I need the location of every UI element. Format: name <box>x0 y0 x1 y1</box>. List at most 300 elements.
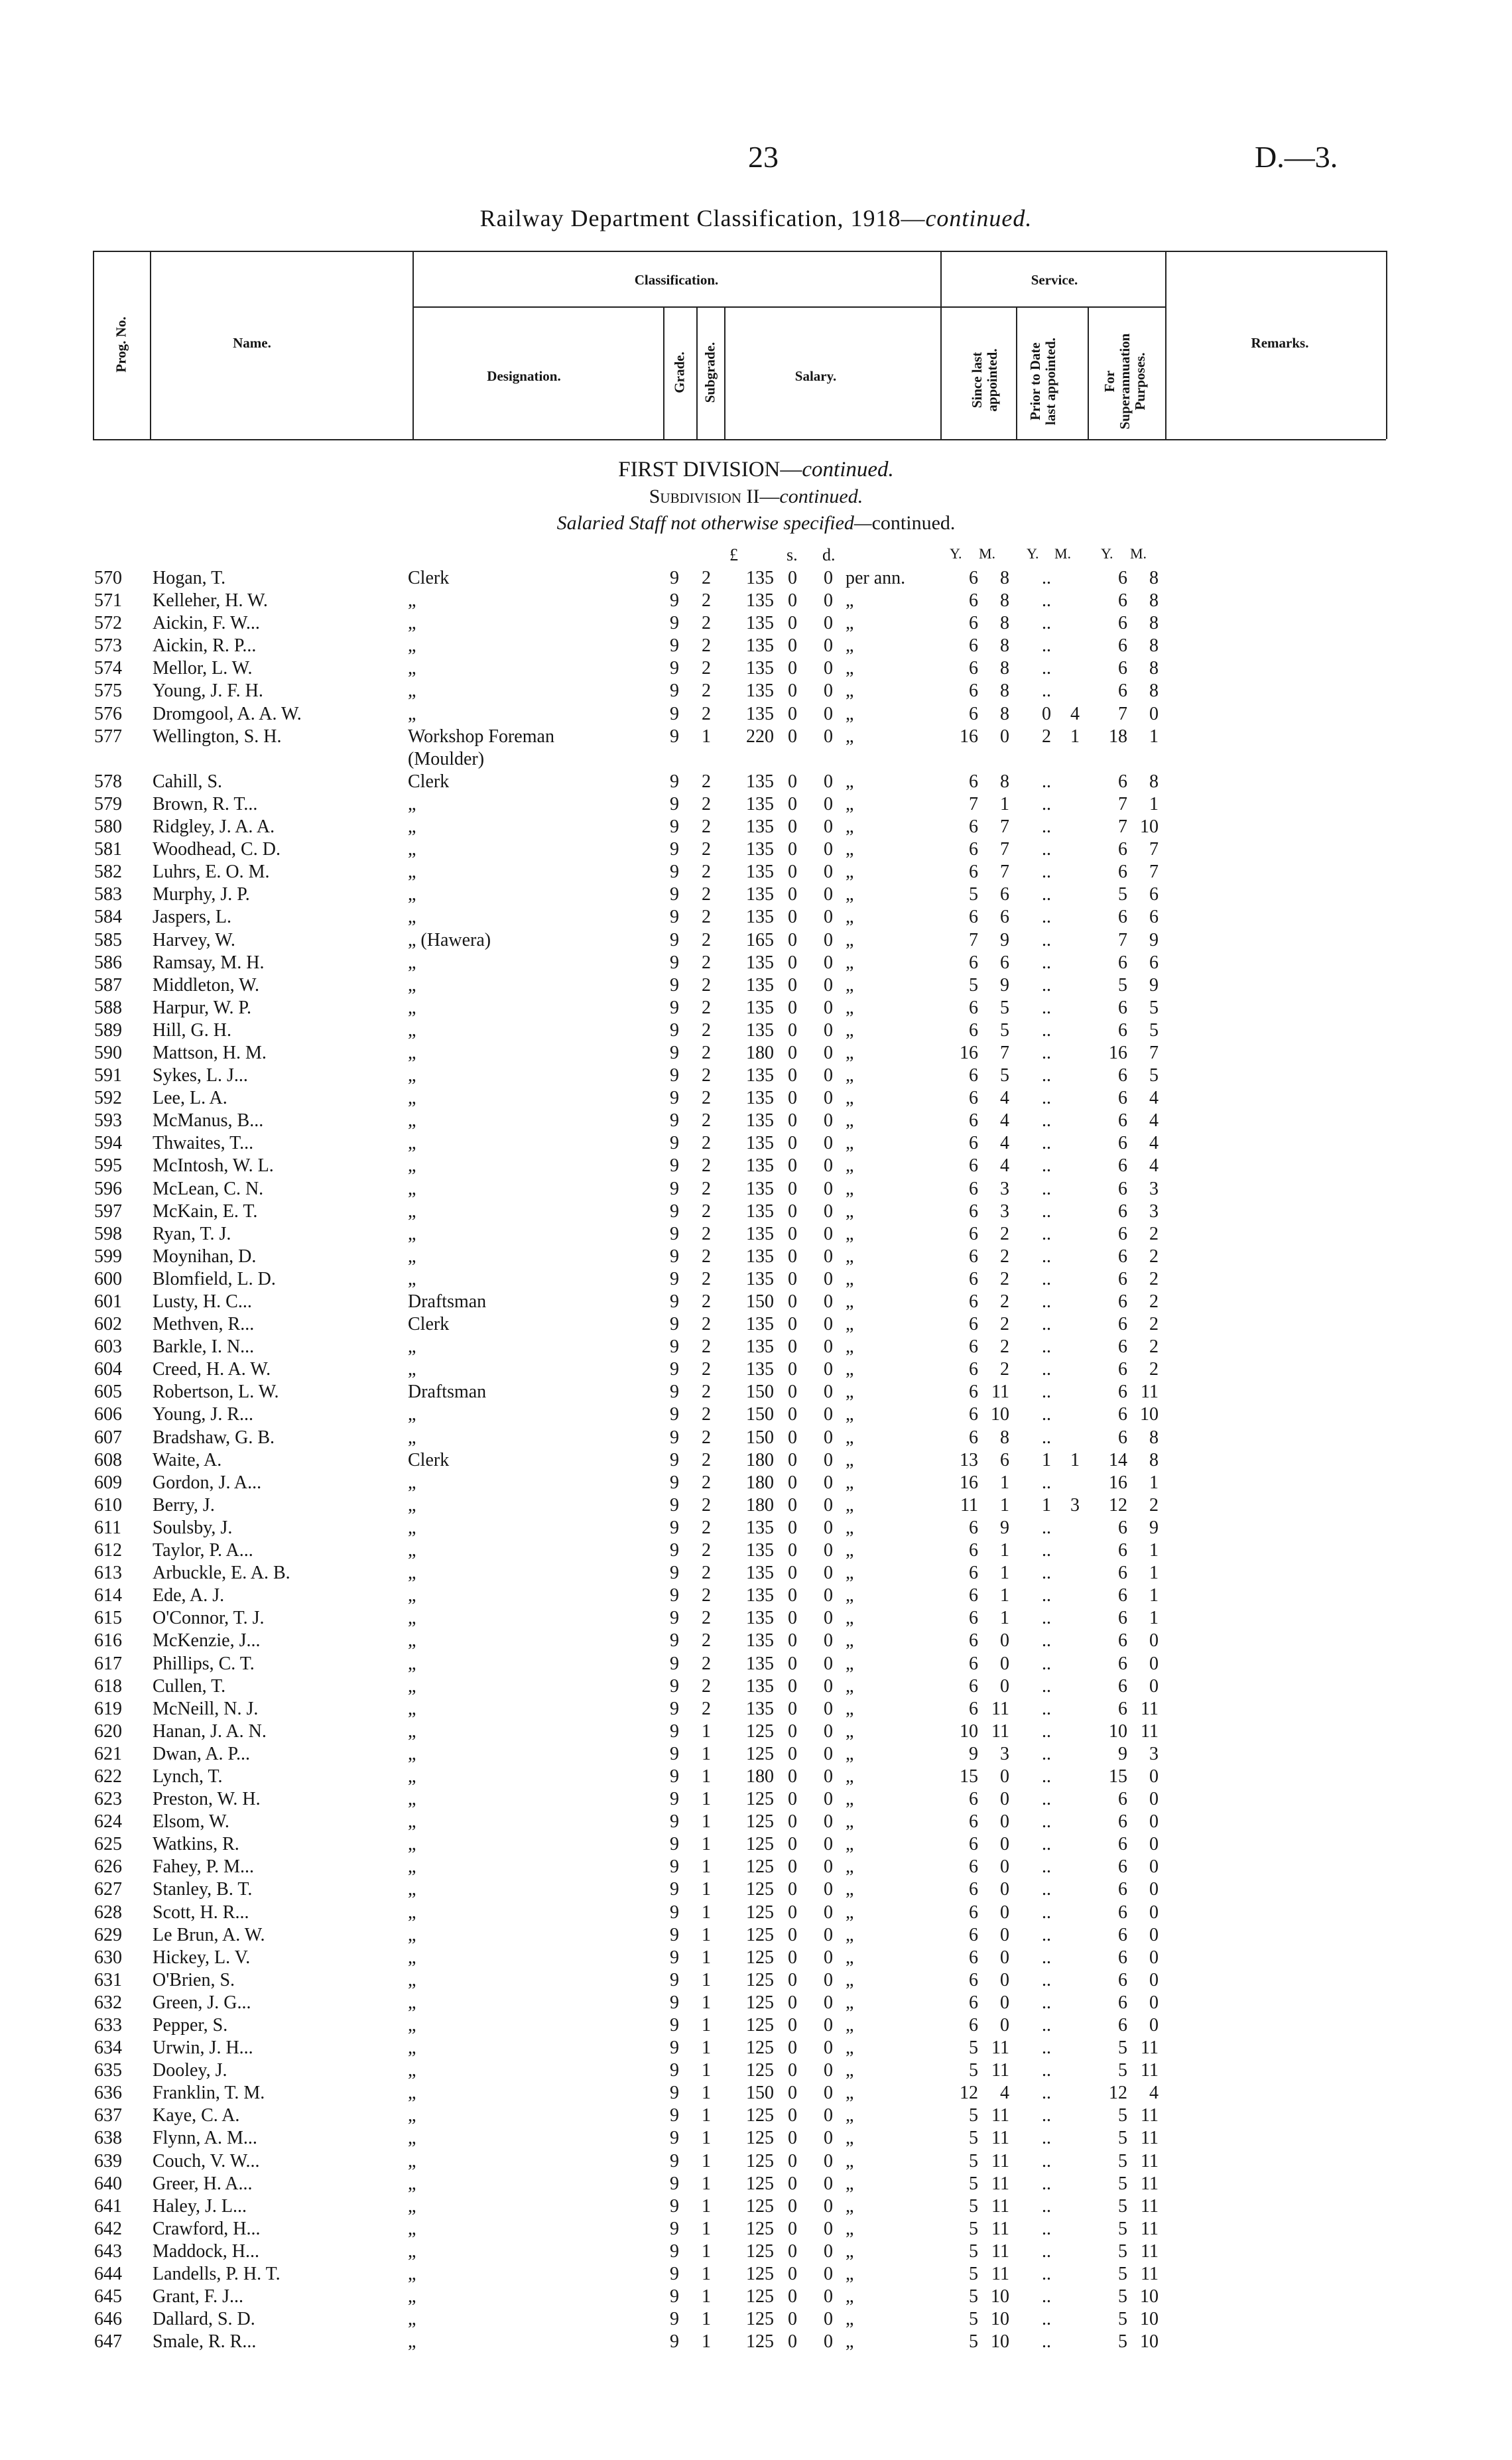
grade: 9 <box>670 2309 679 2330</box>
salary-pence: 0 <box>824 658 833 679</box>
prog-no: 622 <box>94 1766 122 1787</box>
prior-years: .. <box>1042 635 1051 657</box>
prog-no: 633 <box>94 2015 122 2036</box>
staff-name: Cullen, T. <box>153 1675 226 1697</box>
super-years: 6 <box>1118 1811 1127 1833</box>
since-years: 6 <box>969 1608 978 1629</box>
prior-years: .. <box>1042 658 1051 679</box>
prior-years: .. <box>1042 2264 1051 2285</box>
salary-shillings: 0 <box>788 1019 797 1041</box>
since-months: 10 <box>991 2331 1009 2353</box>
salary-pence: 0 <box>824 2286 833 2307</box>
staff-name: Grant, F. J... <box>153 2286 243 2307</box>
super-years: 6 <box>1118 907 1127 928</box>
salary-shillings: 0 <box>788 1291 797 1312</box>
table-row <box>0 612 1512 635</box>
salary-pounds: 125 <box>746 2286 774 2307</box>
super-months: 6 <box>1149 907 1159 928</box>
since-months: 2 <box>1000 1314 1009 1335</box>
table-row <box>0 1313 1512 1336</box>
since-years: 6 <box>969 1019 978 1041</box>
prog-no: 640 <box>94 2173 122 2194</box>
subgrade: 2 <box>702 839 711 860</box>
since-months: 0 <box>1000 1879 1009 1900</box>
salary-period: „ <box>846 2038 854 2059</box>
super-months: 0 <box>1149 1789 1159 1810</box>
since-months: 11 <box>991 2038 1009 2059</box>
table-row <box>0 1291 1512 1313</box>
salary-period: „ <box>846 1789 854 1810</box>
staff-name: Young, J. R... <box>153 1404 253 1425</box>
salary-pence: 0 <box>824 2218 833 2239</box>
since-months: 8 <box>1000 680 1009 702</box>
super-years: 12 <box>1109 1494 1127 1516</box>
salary-period: „ <box>846 2060 854 2081</box>
super-years: 6 <box>1118 1608 1127 1629</box>
since-years: 6 <box>969 1879 978 1900</box>
salary-shillings: 0 <box>788 613 797 634</box>
grade: 9 <box>670 2331 679 2353</box>
table-row <box>0 1427 1512 1449</box>
salary-pounds: 180 <box>746 1494 774 1516</box>
salary-period: „ <box>846 793 854 814</box>
salary-shillings: 0 <box>788 2240 797 2262</box>
salary-shillings: 0 <box>788 590 797 612</box>
salary-pence: 0 <box>824 2173 833 2194</box>
prog-no: 593 <box>94 1110 122 1132</box>
subgrade: 2 <box>702 929 711 950</box>
table-row <box>0 590 1512 612</box>
super-months: 1 <box>1149 1540 1159 1561</box>
since-years: 5 <box>969 974 978 996</box>
super-years: 6 <box>1118 1246 1127 1267</box>
super-months: 7 <box>1149 862 1159 883</box>
salary-pence: 0 <box>824 635 833 657</box>
grade: 9 <box>670 1314 679 1335</box>
salary-pence: 0 <box>824 1675 833 1697</box>
grade: 9 <box>670 1924 679 1945</box>
grade: 9 <box>670 1879 679 1900</box>
header-service: Service. <box>1031 272 1078 288</box>
super-months: 0 <box>1149 1924 1159 1945</box>
salary-period: „ <box>846 816 854 838</box>
super-years: 15 <box>1109 1766 1127 1787</box>
grade: 9 <box>670 2240 679 2262</box>
staff-name: McKain, E. T. <box>153 1200 258 1222</box>
grade: 9 <box>670 793 679 814</box>
staff-name: Kaye, C. A. <box>153 2105 240 2126</box>
staff-name: Phillips, C. T. <box>153 1653 255 1674</box>
designation: „ <box>408 1879 416 1900</box>
subgrade: 2 <box>702 1382 711 1403</box>
salary-pence: 0 <box>824 1653 833 1674</box>
staff-name: Lee, L. A. <box>153 1088 227 1109</box>
super-years: 6 <box>1118 1427 1127 1448</box>
staff-name: Franklin, T. M. <box>153 2083 265 2104</box>
super-years: 6 <box>1118 862 1127 883</box>
header-mid-rule <box>412 306 1165 308</box>
since-months: 9 <box>1000 974 1009 996</box>
super-years: 6 <box>1118 1178 1127 1199</box>
prog-no: 608 <box>94 1449 122 1470</box>
document-reference: D.—3. <box>1255 140 1338 174</box>
since-months: 0 <box>1000 1789 1009 1810</box>
designation: „ <box>408 1178 416 1199</box>
subgrade: 2 <box>702 974 711 996</box>
section-division <box>0 458 1512 482</box>
super-years: 6 <box>1118 1856 1127 1878</box>
subgrade: 2 <box>702 1449 711 1470</box>
staff-name: Bradshaw, G. B. <box>153 1427 275 1448</box>
salary-period: „ <box>846 1585 854 1606</box>
salary-pounds: 125 <box>746 2173 774 2194</box>
designation: „ <box>408 2128 416 2149</box>
prog-no: 632 <box>94 1992 122 2013</box>
prior-years: .. <box>1042 2060 1051 2081</box>
prog-no: 588 <box>94 997 122 1018</box>
prior-years: .. <box>1042 1110 1051 1132</box>
super-years: 16 <box>1109 1042 1127 1063</box>
since-years: 5 <box>969 2286 978 2307</box>
salary-shillings: 0 <box>788 1042 797 1063</box>
subgrade: 1 <box>702 2060 711 2081</box>
prog-no: 637 <box>94 2105 122 2126</box>
salary-shillings: 0 <box>788 1879 797 1900</box>
since-years: 5 <box>969 2128 978 2149</box>
salary-shillings: 0 <box>788 1472 797 1493</box>
salary-pounds: 135 <box>746 839 774 860</box>
designation: „ <box>408 1472 416 1493</box>
prog-no: 647 <box>94 2331 122 2353</box>
super-months: 11 <box>1141 1720 1159 1742</box>
header-grade: Grade. <box>671 352 688 393</box>
super-months: 4 <box>1149 1110 1159 1132</box>
unit-months-prior: M. <box>1054 545 1072 562</box>
prog-no: 586 <box>94 952 122 973</box>
prior-years: .. <box>1042 1630 1051 1651</box>
salary-shillings: 0 <box>788 839 797 860</box>
prior-months: 1 <box>1070 1449 1080 1470</box>
salary-pence: 0 <box>824 726 833 747</box>
salary-pounds: 135 <box>746 1585 774 1606</box>
salary-shillings: 0 <box>788 1268 797 1289</box>
subgrade: 2 <box>702 1088 711 1109</box>
salary-pence: 0 <box>824 680 833 702</box>
staff-name: Mattson, H. M. <box>153 1042 267 1063</box>
prior-years: .. <box>1042 1472 1051 1493</box>
salary-period: „ <box>846 2240 854 2262</box>
grade: 9 <box>670 862 679 883</box>
salary-pence: 0 <box>824 1585 833 1606</box>
staff-name: Gordon, J. A... <box>153 1472 262 1493</box>
super-years: 7 <box>1118 816 1127 838</box>
prior-years: .. <box>1042 1585 1051 1606</box>
salary-shillings: 0 <box>788 1517 797 1538</box>
since-years: 6 <box>969 1789 978 1810</box>
header-border-right <box>1386 251 1387 439</box>
table-row <box>0 1494 1512 1517</box>
page-number: 23 <box>748 140 779 174</box>
since-months: 11 <box>991 2128 1009 2149</box>
salary-shillings: 0 <box>788 2015 797 2036</box>
grade: 9 <box>670 839 679 860</box>
salary-shillings: 0 <box>788 884 797 905</box>
salary-pence: 0 <box>824 2015 833 2036</box>
since-months: 8 <box>1000 703 1009 724</box>
grade: 9 <box>670 1200 679 1222</box>
table-row <box>0 1788 1512 1811</box>
prior-years: .. <box>1042 952 1051 973</box>
header-divider-salary <box>940 251 942 439</box>
super-years: 6 <box>1118 1789 1127 1810</box>
since-years: 12 <box>960 2083 978 2104</box>
since-months: 11 <box>991 1382 1009 1403</box>
since-years: 6 <box>969 1653 978 1674</box>
prog-no: 641 <box>94 2195 122 2217</box>
designation: „ <box>408 613 416 634</box>
salary-period: „ <box>846 1200 854 1222</box>
since-years: 7 <box>969 929 978 950</box>
table-row <box>0 1472 1512 1494</box>
salary-period: „ <box>846 1472 854 1493</box>
subgrade: 2 <box>702 952 711 973</box>
staff-name: Aickin, R. P... <box>153 635 257 657</box>
since-months: 7 <box>1000 839 1009 860</box>
since-months: 6 <box>1000 1449 1009 1470</box>
salary-period: „ <box>846 1268 854 1289</box>
salary-pence: 0 <box>824 1494 833 1516</box>
prog-no: 595 <box>94 1155 122 1177</box>
super-years: 6 <box>1118 1382 1127 1403</box>
grade: 9 <box>670 1563 679 1584</box>
salary-pounds: 180 <box>746 1766 774 1787</box>
since-years: 6 <box>969 1947 978 1968</box>
designation: „ <box>408 1608 416 1629</box>
since-years: 6 <box>969 816 978 838</box>
grade: 9 <box>670 2038 679 2059</box>
super-years: 6 <box>1118 1404 1127 1425</box>
subgrade: 1 <box>702 1924 711 1945</box>
grade: 9 <box>670 1653 679 1674</box>
super-months: 0 <box>1149 1653 1159 1674</box>
salary-pence: 0 <box>824 1223 833 1244</box>
salary-period: „ <box>846 1675 854 1697</box>
super-years: 5 <box>1118 2105 1127 2126</box>
subgrade: 2 <box>702 1268 711 1289</box>
salary-period: „ <box>846 2173 854 2194</box>
since-months: 11 <box>991 2105 1009 2126</box>
super-years: 6 <box>1118 1133 1127 1154</box>
salary-shillings: 0 <box>788 1969 797 1990</box>
since-years: 6 <box>969 1834 978 1855</box>
table-row <box>0 1878 1512 1901</box>
prior-years: .. <box>1042 613 1051 634</box>
since-years: 6 <box>969 568 978 588</box>
prior-years: .. <box>1042 1133 1051 1154</box>
super-months: 8 <box>1149 613 1159 634</box>
grade: 9 <box>670 1947 679 1968</box>
staff-name: Landells, P. H. T. <box>153 2264 281 2285</box>
prior-years: .. <box>1042 1404 1051 1425</box>
super-years: 5 <box>1118 2038 1127 2059</box>
salary-shillings: 0 <box>788 703 797 724</box>
since-years: 5 <box>969 2105 978 2126</box>
staff-name: Scott, H. R... <box>153 1902 249 1923</box>
table-row <box>0 838 1512 861</box>
table-row <box>0 2218 1512 2240</box>
salary-pence: 0 <box>824 2195 833 2217</box>
staff-name: McManus, B... <box>153 1110 264 1132</box>
staff-name: Hogan, T. <box>153 568 226 588</box>
since-years: 16 <box>960 726 978 747</box>
prog-no: 572 <box>94 613 122 634</box>
super-months: 0 <box>1149 1902 1159 1923</box>
since-years: 6 <box>969 1563 978 1584</box>
prior-years: .. <box>1042 1902 1051 1923</box>
prior-years: .. <box>1042 1314 1051 1335</box>
since-months: 11 <box>991 2240 1009 2262</box>
table-row <box>0 1630 1512 1652</box>
salary-shillings: 0 <box>788 1382 797 1403</box>
since-years: 6 <box>969 2015 978 2036</box>
grade: 9 <box>670 1178 679 1199</box>
prior-years: 1 <box>1042 1449 1051 1470</box>
salary-period: „ <box>846 1517 854 1538</box>
super-years: 6 <box>1118 1969 1127 1990</box>
prior-years: .. <box>1042 1698 1051 1719</box>
staff-name: Berry, J. <box>153 1494 215 1516</box>
super-months: 11 <box>1141 1382 1159 1403</box>
super-years: 6 <box>1118 1200 1127 1222</box>
subgrade: 1 <box>702 1992 711 2013</box>
prog-no: 625 <box>94 1834 122 1855</box>
subgrade: 1 <box>702 1969 711 1990</box>
grade: 9 <box>670 2264 679 2285</box>
table-row <box>0 1811 1512 1833</box>
since-months: 11 <box>991 1698 1009 1719</box>
grade: 9 <box>670 1065 679 1086</box>
designation: „ <box>408 2286 416 2307</box>
grade: 9 <box>670 1969 679 1990</box>
salary-pence: 0 <box>824 1382 833 1403</box>
salary-pence: 0 <box>824 1268 833 1289</box>
subgrade: 2 <box>702 793 711 814</box>
since-years: 6 <box>969 1223 978 1244</box>
prior-years: .. <box>1042 793 1051 814</box>
salary-period: per ann. <box>846 568 906 588</box>
salary-pence: 0 <box>824 2264 833 2285</box>
super-months: 9 <box>1149 974 1159 996</box>
since-months: 9 <box>1000 929 1009 950</box>
header-divider-prog <box>150 251 151 439</box>
designation: „ <box>408 2038 416 2059</box>
prog-no: 596 <box>94 1178 122 1199</box>
super-years: 6 <box>1118 590 1127 612</box>
salary-pence: 0 <box>824 1969 833 1990</box>
table-row <box>0 1992 1512 2014</box>
super-months: 11 <box>1141 2218 1159 2239</box>
salary-pounds: 135 <box>746 1223 774 1244</box>
salary-pounds: 135 <box>746 590 774 612</box>
super-years: 6 <box>1118 1268 1127 1289</box>
table-row <box>0 952 1512 974</box>
salary-pence: 0 <box>824 997 833 1018</box>
super-months: 0 <box>1149 1766 1159 1787</box>
header-name: Name. <box>233 335 271 351</box>
salary-pounds: 135 <box>746 1630 774 1651</box>
salary-pounds: 125 <box>746 1902 774 1923</box>
super-months: 2 <box>1149 1246 1159 1267</box>
since-months: 4 <box>1000 1088 1009 1109</box>
super-months: 10 <box>1140 2309 1159 2330</box>
salary-pounds: 135 <box>746 1200 774 1222</box>
prog-no: 578 <box>94 771 122 792</box>
salary-period: „ <box>846 1449 854 1470</box>
since-months: 7 <box>1000 862 1009 883</box>
salary-pounds: 135 <box>746 1698 774 1719</box>
designation: Draftsman <box>408 1382 487 1403</box>
salary-period: „ <box>846 1246 854 1267</box>
designation: Clerk <box>408 771 450 792</box>
subgrade: 2 <box>702 1200 711 1222</box>
prog-no: 646 <box>94 2309 122 2330</box>
salary-period: „ <box>846 1653 854 1674</box>
since-years: 6 <box>969 839 978 860</box>
table-row <box>0 2195 1512 2218</box>
salary-period: „ <box>846 1336 854 1358</box>
grade: 9 <box>670 1698 679 1719</box>
salary-period: „ <box>846 1947 854 1968</box>
since-years: 6 <box>969 613 978 634</box>
staff-name: Le Brun, A. W. <box>153 1924 265 1945</box>
table-row <box>0 1223 1512 1246</box>
since-years: 15 <box>960 1766 978 1787</box>
salary-period: „ <box>846 2309 854 2330</box>
salary-pounds: 150 <box>746 1382 774 1403</box>
super-years: 6 <box>1118 1698 1127 1719</box>
salary-period: „ <box>846 2331 854 2353</box>
prior-years: .. <box>1042 1653 1051 1674</box>
designation: „ <box>408 884 416 905</box>
prog-no: 634 <box>94 2038 122 2059</box>
since-months: 1 <box>1000 1494 1009 1516</box>
subgrade: 2 <box>702 1608 711 1629</box>
designation: „ <box>408 1200 416 1222</box>
super-years: 9 <box>1118 1743 1127 1764</box>
salary-pence: 0 <box>824 1200 833 1222</box>
designation: „ <box>408 1155 416 1177</box>
subgrade: 2 <box>702 1630 711 1651</box>
super-months: 8 <box>1149 590 1159 612</box>
prior-years: .. <box>1042 1675 1051 1697</box>
staff-name: Ramsay, M. H. <box>153 952 265 973</box>
staff-name: Maddock, H... <box>153 2240 259 2262</box>
since-years: 9 <box>969 1743 978 1764</box>
super-years: 6 <box>1118 1630 1127 1651</box>
prior-years: .. <box>1042 1246 1051 1267</box>
salary-pounds: 125 <box>746 1720 774 1742</box>
salary-shillings: 0 <box>788 1789 797 1810</box>
prior-years: .. <box>1042 1924 1051 1945</box>
salary-shillings: 0 <box>788 1449 797 1470</box>
subgrade: 2 <box>702 862 711 883</box>
since-months: 8 <box>1000 568 1009 588</box>
salary-pounds: 135 <box>746 1675 774 1697</box>
designation: „ <box>408 1924 416 1945</box>
table-row <box>0 1539 1512 1562</box>
super-months: 8 <box>1149 658 1159 679</box>
super-years: 10 <box>1109 1720 1127 1742</box>
